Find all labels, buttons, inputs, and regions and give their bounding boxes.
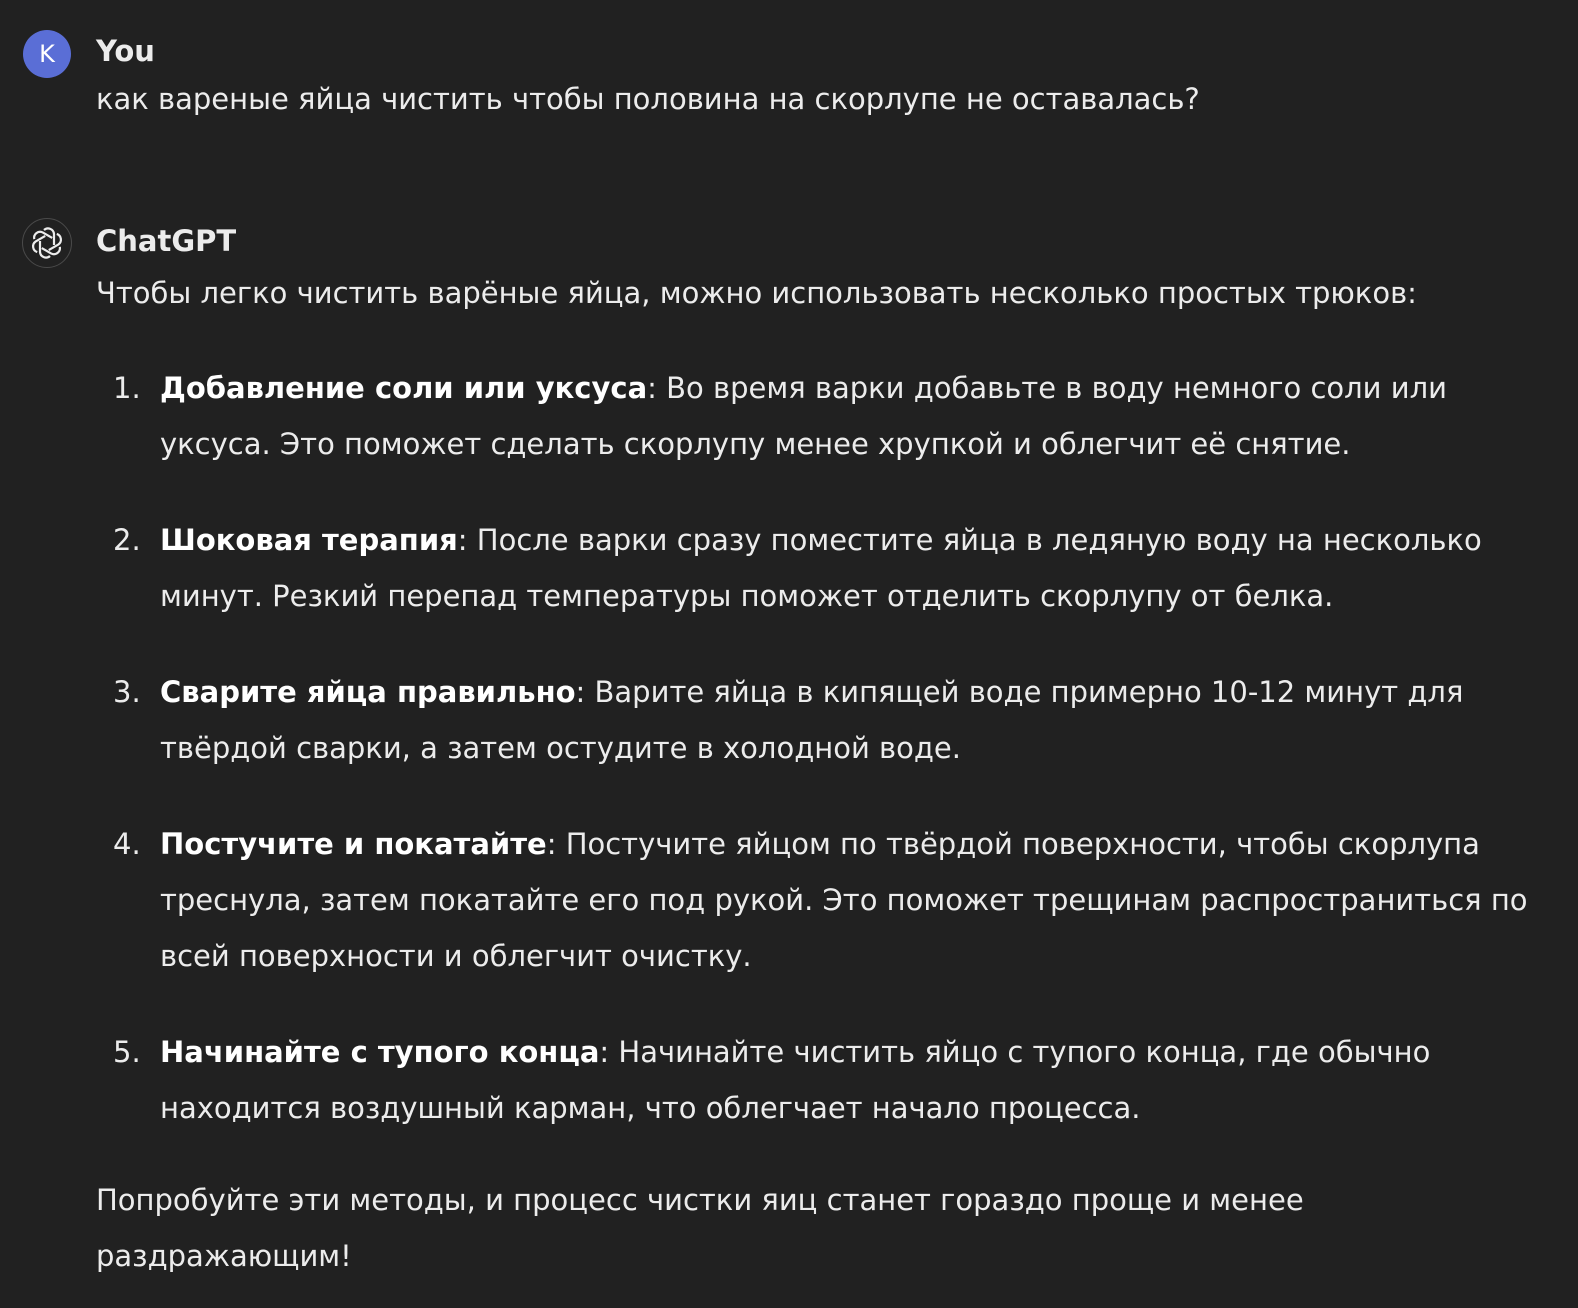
list-item-text: : Варите яйца в кипящей воде примерно 10-12 минут для твёрдой сварки, а затем остудите в холодной воде. — [160, 675, 1464, 765]
list-item-number: 2. — [113, 523, 141, 557]
list-item-title: Сварите яйца правильно — [160, 675, 576, 709]
list-item-title: Начинайте с тупого конца — [160, 1035, 600, 1069]
user-name: You — [96, 34, 155, 68]
assistant-name: ChatGPT — [96, 224, 237, 258]
list-item-text: : Во время варки добавьте в воду немного соли или уксуса. Это поможет сделать скорлупу менее хрупкой и облегчит её снятие. — [160, 371, 1447, 461]
list-item-number: 4. — [113, 827, 141, 861]
list-item-title: Шоковая терапия — [160, 523, 458, 557]
list-item-number: 5. — [113, 1035, 141, 1069]
list-item-text: : Начинайте чистить яйцо с тупого конца, где обычно находится воздушный карман, что облегчает начало процесса. — [160, 1035, 1431, 1125]
list-item-title: Постучите и покатайте — [160, 827, 547, 861]
tips-list — [113, 360, 1553, 1176]
user-message-text: как вареные яйца чистить чтобы половина на скорлупе не оставалась? — [96, 82, 1200, 116]
list-item — [113, 1024, 1553, 1136]
list-item — [113, 664, 1553, 776]
list-item — [113, 360, 1553, 472]
chatgpt-avatar — [22, 218, 72, 268]
user-avatar: K — [23, 30, 71, 78]
list-item — [113, 512, 1553, 624]
list-item-number: 3. — [113, 675, 141, 709]
list-item-title: Добавление соли или уксуса — [160, 371, 648, 405]
assistant-outro: Попробуйте эти методы, и процесс чистки яиц станет гораздо проще и менее раздражающим! — [96, 1183, 1304, 1273]
openai-logo-icon — [30, 226, 64, 260]
list-item — [113, 816, 1553, 984]
list-item-number: 1. — [113, 371, 141, 405]
list-item-text: : После варки сразу поместите яйца в ледяную воду на несколько минут. Резкий перепад температуры поможет отделить скорлупу от белка. — [160, 523, 1482, 613]
assistant-intro: Чтобы легко чистить варёные яйца, можно использовать несколько простых трюков: — [96, 276, 1417, 310]
list-item-text: : Постучите яйцом по твёрдой поверхности, чтобы скорлупа треснула, затем покатайте его под рукой. Это поможет трещинам распространиться по всей поверхности и облегчит очистку. — [160, 827, 1528, 973]
